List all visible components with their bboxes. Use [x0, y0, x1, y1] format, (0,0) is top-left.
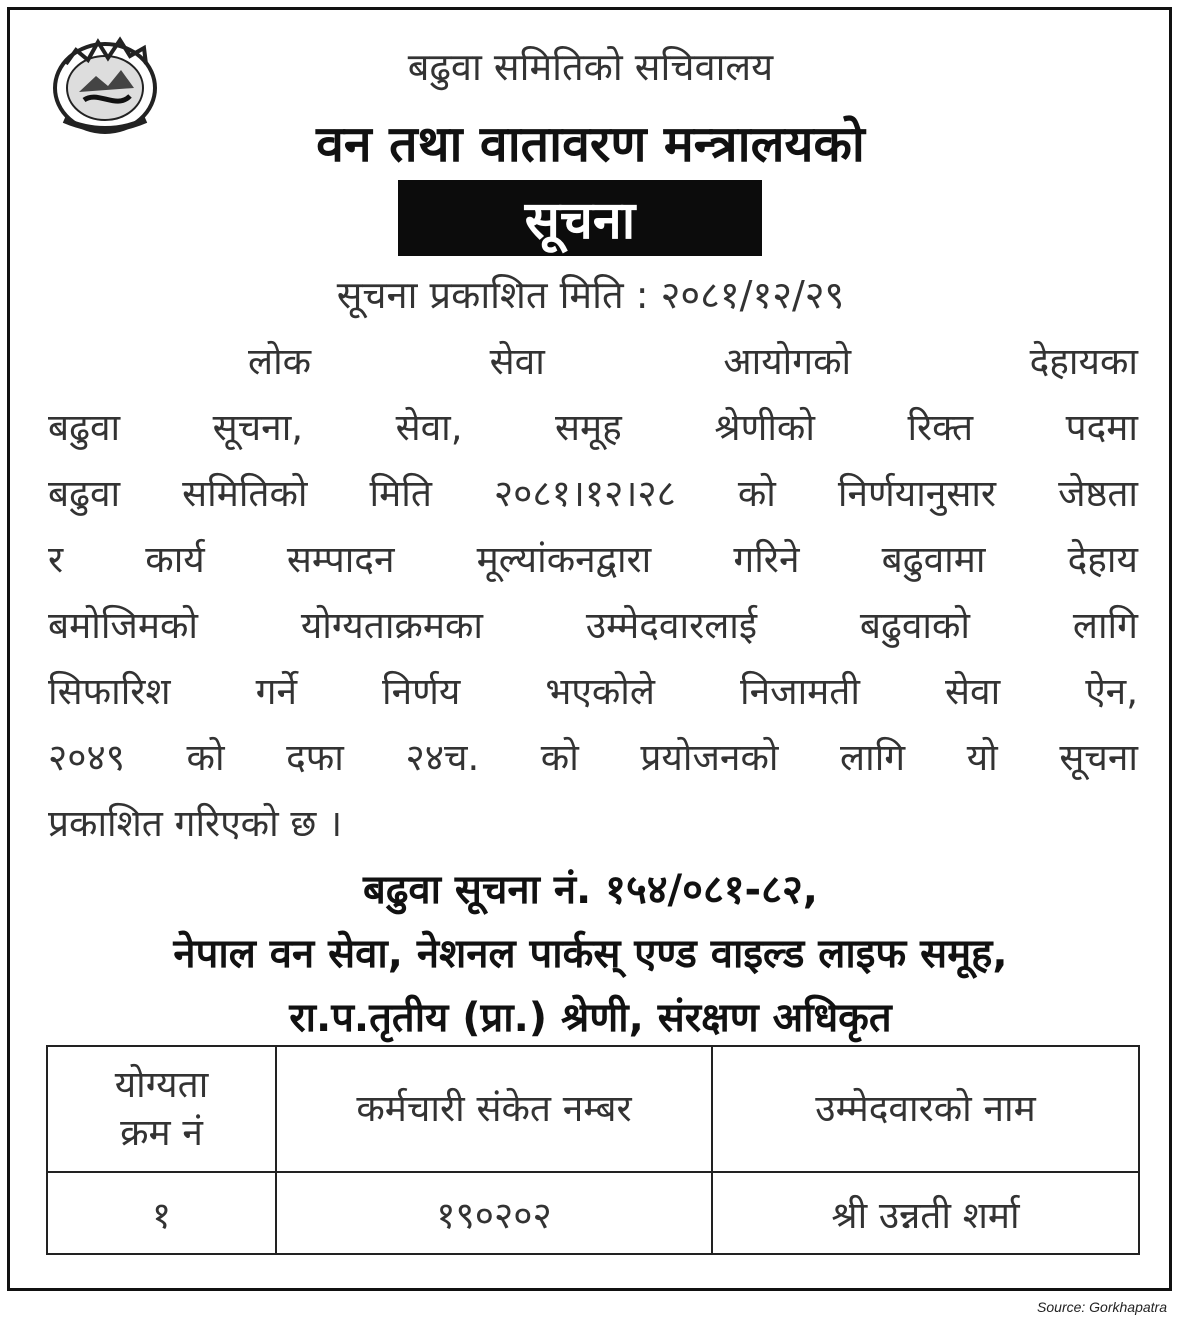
body-word: बढुवा [48, 406, 121, 449]
body-word: सूचना [1059, 736, 1138, 779]
header-candidate-name: उम्मेदवारको नाम [712, 1046, 1139, 1172]
body-word: बढुवाको [859, 604, 971, 647]
body-word: लागि [1072, 604, 1138, 647]
body-word: को [540, 736, 579, 779]
body-word: सेवा [945, 670, 1001, 713]
body-word: को [737, 472, 776, 515]
body-word: योग्यताक्रमका [300, 604, 483, 647]
header-rank-line1: योग्यता [114, 1062, 209, 1106]
body-word: २४च. [405, 736, 480, 779]
cell-candidate-name: श्री उन्नती शर्मा [712, 1172, 1139, 1254]
body-word: यो [966, 736, 998, 779]
body-word: २०८१।१२।२८ [493, 472, 676, 515]
body-line [48, 730, 1138, 781]
cell-rank: १ [47, 1172, 276, 1254]
body-word: मिति [369, 472, 432, 515]
body-word: श्रेणीको [714, 406, 815, 449]
grade-position: रा.प.तृतीय (प्रा.) श्रेणी, संरक्षण अधिकृत [289, 995, 892, 1041]
body-word: उम्मेदवारलाई [585, 604, 758, 647]
published-date: सूचना प्रकाशित मिति : २०८१/१२/२९ [336, 273, 845, 317]
table-row [47, 1172, 1139, 1254]
body-word: प्रकाशित गरिएको छ । [48, 802, 343, 845]
body-line [48, 466, 1138, 517]
body-word: सिफारिश [48, 670, 171, 713]
cell-employee-code: १९०२०२ [276, 1172, 712, 1254]
body-word: कार्य [145, 538, 205, 581]
secretariat-title: बढुवा समितिको सचिवालय [407, 45, 774, 89]
body-word: लागि [840, 736, 906, 779]
body-line [248, 334, 1138, 385]
body-word: बढुवा [48, 472, 121, 515]
body-word: देहाय [1067, 538, 1138, 581]
body-word: बमोजिमको [48, 604, 198, 647]
body-word: निर्णयानुसार [837, 472, 997, 515]
body-line [48, 664, 1138, 715]
body-word: मूल्यांकनद्वारा [476, 538, 652, 581]
body-word: २०४९ [48, 736, 125, 779]
body-word: पदमा [1065, 406, 1138, 449]
header-employee-code: कर्मचारी संकेत नम्बर [276, 1046, 712, 1172]
header-rank [47, 1046, 276, 1172]
table-header-row [47, 1046, 1139, 1172]
body-word: र [48, 538, 64, 581]
notice-label: सूचना [398, 180, 762, 256]
body-word: समूह [555, 406, 622, 449]
body-word: निजामती [740, 670, 860, 713]
promotion-reference: बढुवा सूचना नं. १५४/०८१-८२, [363, 867, 818, 913]
body-word: सम्पादन [286, 538, 395, 581]
body-line [48, 796, 1138, 847]
body-word: सेवा, [395, 406, 463, 449]
body-word: ऐन, [1085, 670, 1138, 713]
body-word: समितिको [182, 472, 308, 515]
candidate-table [46, 1045, 1140, 1255]
service-group: नेपाल वन सेवा, नेशनल पार्कस् एण्ड वाइल्ड लाइफ समूह, [173, 931, 1008, 977]
body-line [48, 598, 1138, 649]
body-word: भएकोले [545, 670, 655, 713]
source-credit: Source: Gorkhapatra [1037, 1299, 1167, 1315]
body-word: प्रयोजनको [640, 736, 779, 779]
body-word: जेष्ठता [1058, 472, 1138, 515]
body-word: सूचना, [212, 406, 304, 449]
body-word: बढुवामा [881, 538, 986, 581]
body-word: लोक [248, 340, 312, 383]
body-line [48, 400, 1138, 451]
body-word: गरिने [733, 538, 800, 581]
body-word: गर्ने [255, 670, 297, 713]
body-word: को [186, 736, 225, 779]
body-word: देहायका [1029, 340, 1138, 383]
body-word: रिक्त [907, 406, 974, 449]
body-word: दफा [286, 736, 344, 779]
body-word: निर्णय [382, 670, 461, 713]
body-word: सेवा [489, 340, 545, 383]
ministry-title: वन तथा वातावरण मन्त्रालयको [316, 115, 865, 173]
body-line [48, 532, 1138, 583]
header-rank-line2: क्रम नं [120, 1111, 203, 1154]
body-word: आयोगको [723, 340, 852, 383]
